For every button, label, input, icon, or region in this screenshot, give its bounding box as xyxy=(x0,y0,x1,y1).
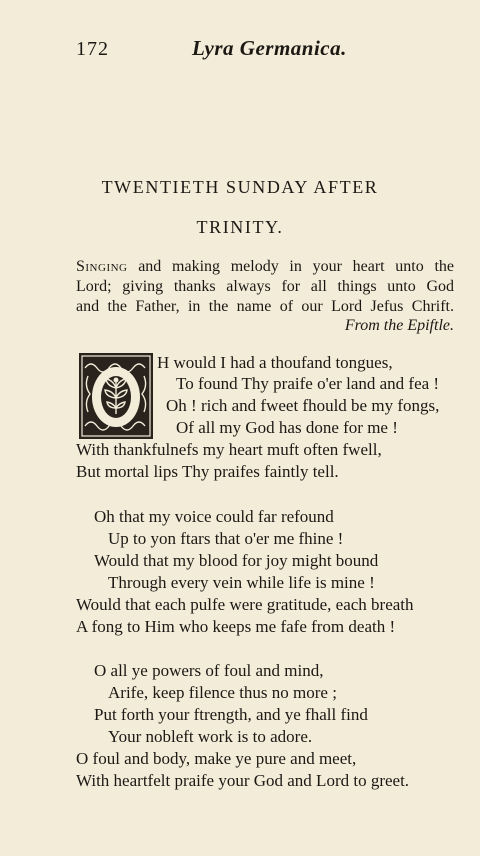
stanza-3-line-6: With heartfelt praife your God and Lord to greet. xyxy=(76,771,410,790)
stanza-3-line-4: Your nobleft work is to adore. xyxy=(108,727,313,746)
chapter-title-line-1: TWENTIETH SUNDAY AFTER xyxy=(101,177,379,197)
stanza-3-line-2: Arife, keep filence thus no more ; xyxy=(108,683,337,702)
chapter-title-line-2: TRINITY. xyxy=(196,217,284,237)
dropcap-o xyxy=(78,352,154,440)
floral-ornament-icon xyxy=(78,352,154,440)
stanza-2-line-6: A fong to Him who keeps me fafe from death ! xyxy=(76,617,396,636)
page-number: 172 xyxy=(76,38,109,60)
stanza-2-line-5: Would that each pulfe were gratitude, each breath xyxy=(76,595,414,614)
stanza-3-line-3: Put forth your ftrength, and ye fhall find xyxy=(94,705,368,724)
stanza-1-line-3: Oh ! rich and fweet fhould be my fongs, xyxy=(166,396,440,415)
stanza-2-line-3: Would that my blood for joy might bound xyxy=(94,551,379,570)
stanza-3-line-1: O all ye powers of foul and mind, xyxy=(94,661,324,680)
epigraph-lead-word: Singing xyxy=(76,258,128,275)
epigraph-line-1 xyxy=(76,258,454,276)
stanza-2-line-2: Up to yon ftars that o'er me fhine ! xyxy=(108,529,344,548)
stanza-1-line-5: With thankfulnefs my heart muft often fwell, xyxy=(76,440,382,459)
epigraph-line-1-text: and making melody in your heart unto the xyxy=(127,258,454,275)
epigraph-line-3: and the Father, in the name of our Lord Jefus Chrift. xyxy=(76,298,454,315)
epigraph-citation: From the Epiftle. xyxy=(344,317,454,334)
stanza-2-line-4: Through every vein while life is mine ! xyxy=(108,573,375,592)
stanza-1-line-4: Of all my God has done for me ! xyxy=(176,418,398,437)
running-title: Lyra Germanica. xyxy=(192,36,347,60)
stanza-1-line-6: But mortal lips Thy praifes faintly tell. xyxy=(76,462,339,481)
stanza-3-line-5: O foul and body, make ye pure and meet, xyxy=(76,749,357,768)
stanza-2-line-1: Oh that my voice could far refound xyxy=(94,507,334,526)
epigraph-line-2: Lord; giving thanks always for all things unto God xyxy=(76,278,454,295)
stanza-1-line-2: To found Thy praife o'er land and fea ! xyxy=(176,374,440,393)
stanza-1-line-1: H would I had a thoufand tongues, xyxy=(157,353,393,372)
